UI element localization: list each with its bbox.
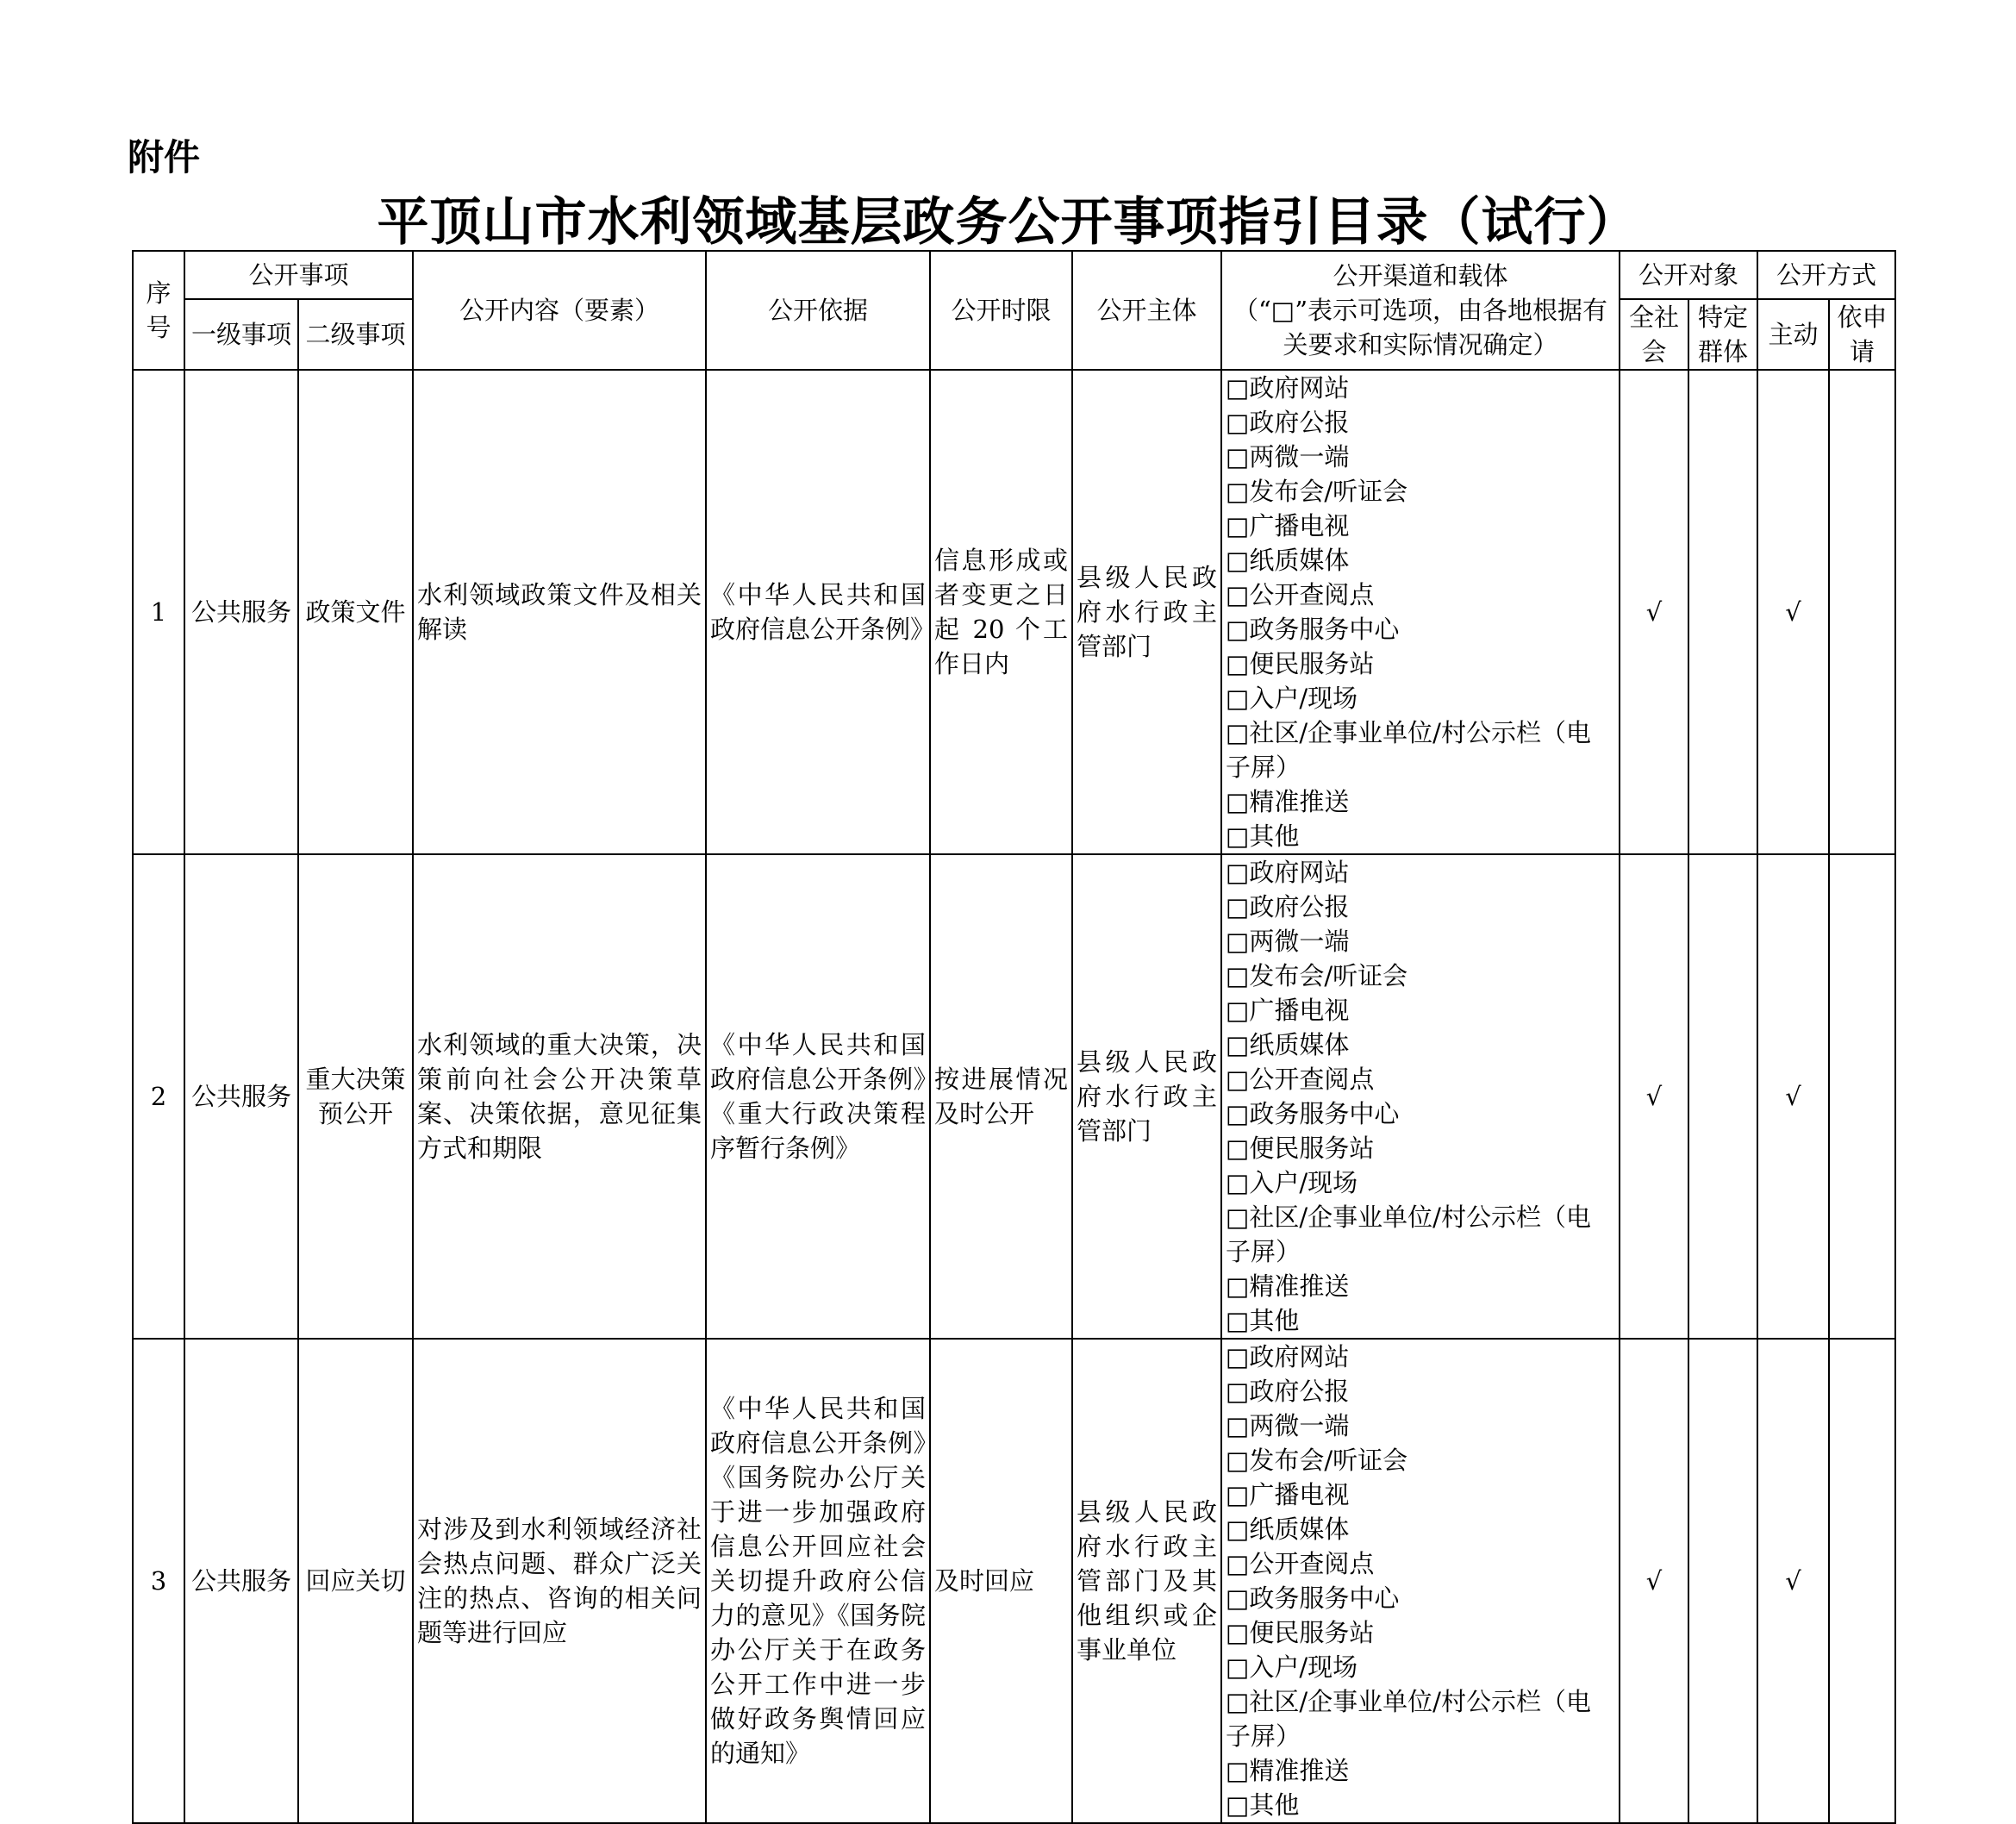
cell-audience-specific [1688,854,1757,1339]
cell-level2: 政策文件 [298,370,413,854]
channel-option: □发布会/听证会 [1226,1446,1408,1475]
header-channel-note: （“□”表示可选项，由各地根据有关要求和实际情况确定） [1233,296,1608,359]
cell-subject: 县级人民政府水行政主管部门 [1072,370,1221,854]
header-method-request: 依申请 [1829,299,1895,370]
channel-option: □政务服务中心 [1226,615,1400,644]
cell-method-active: √ [1757,1339,1829,1823]
channel-option: □纸质媒体 [1226,546,1350,575]
cell-basis: 《中华人民共和国政府信息公开条例》 [706,370,930,854]
channel-option: □发布会/听证会 [1226,961,1408,990]
header-audience-all: 全社会 [1620,299,1688,370]
channel-option: □政府网站 [1226,373,1350,403]
channel-option: □其他 [1226,1790,1300,1820]
cell-level1: 公共服务 [184,854,298,1339]
cell-method-active: √ [1757,370,1829,854]
channel-option: □精准推送 [1226,1756,1350,1785]
channel-option: □政府公报 [1226,408,1350,437]
table-row [133,854,1895,1339]
channel-option: □社区/企事业单位/村公示栏（电子屏） [1226,1687,1591,1751]
header-channel-title: 公开渠道和载体 [1333,261,1508,290]
cell-level1: 公共服务 [184,370,298,854]
table-row [133,1339,1895,1823]
cell-basis: 《中华人民共和国政府信息公开条例》《重大行政决策程序暂行条例》 [706,854,930,1339]
cell-channels [1221,1339,1620,1823]
cell-content: 对涉及到水利领域经济社会热点问题、群众广泛关注的热点、咨询的相关问题等进行回应 [413,1339,706,1823]
header-channel [1221,251,1620,370]
cell-method-request [1829,854,1895,1339]
channel-option: □公开查阅点 [1226,1065,1375,1094]
channel-option: □政务服务中心 [1226,1099,1400,1128]
cell-subject: 县级人民政府水行政主管部门 [1072,854,1221,1339]
channel-option: □其他 [1226,821,1300,851]
header-basis: 公开依据 [706,251,930,370]
channel-option: □两微一端 [1226,442,1350,472]
catalog-table [132,250,1896,1824]
cell-level2: 回应关切 [298,1339,413,1823]
cell-channels [1221,370,1620,854]
cell-audience-all: √ [1620,370,1688,854]
header-method-active: 主动 [1757,299,1829,370]
header-item-group: 公开事项 [184,251,413,299]
channel-option: □纸质媒体 [1226,1515,1350,1544]
cell-time-limit: 及时回应 [930,1339,1072,1823]
channel-option: □纸质媒体 [1226,1030,1350,1059]
header-audience-specific: 特定群体 [1688,299,1757,370]
cell-seq: 1 [133,370,184,854]
channel-option: □政府网站 [1226,1342,1350,1371]
cell-time-limit: 按进展情况及时公开 [930,854,1072,1339]
cell-audience-all: √ [1620,1339,1688,1823]
channel-option: □社区/企事业单位/村公示栏（电子屏） [1226,1202,1591,1266]
cell-level1: 公共服务 [184,1339,298,1823]
channel-option: □广播电视 [1226,1480,1350,1509]
cell-seq: 3 [133,1339,184,1823]
channel-option: □政府公报 [1226,1377,1350,1406]
channel-option: □社区/企事业单位/村公示栏（电子屏） [1226,718,1591,782]
cell-method-request [1829,370,1895,854]
cell-basis: 《中华人民共和国政府信息公开条例》《国务院办公厅关于进一步加强政府信息公开回应社会关切提升政府公信力的意见》《国务院办公厅关于在政务公开工作中进一步做好政务舆情回应的通知》 [706,1339,930,1823]
cell-content: 水利领域政策文件及相关解读 [413,370,706,854]
channel-option: □政府网站 [1226,858,1350,887]
header-audience: 公开对象 [1620,251,1757,299]
channel-option: □其他 [1226,1306,1300,1335]
cell-audience-all: √ [1620,854,1688,1339]
channel-option: □入户/现场 [1226,1168,1358,1197]
channel-option: □两微一端 [1226,1411,1350,1440]
cell-content: 水利领域的重大决策，决策前向社会公开决策草案、决策依据，意见征集方式和期限 [413,854,706,1339]
cell-method-request [1829,1339,1895,1823]
cell-channels [1221,854,1620,1339]
channel-option: □便民服务站 [1226,1618,1375,1647]
channel-option: □广播电视 [1226,996,1350,1025]
attachment-label: 附件 [128,136,201,178]
channel-option: □公开查阅点 [1226,580,1375,609]
channel-option: □广播电视 [1226,511,1350,540]
header-level1: 一级事项 [184,299,298,370]
table-row [133,370,1895,854]
cell-seq: 2 [133,854,184,1339]
cell-level2: 重大决策预公开 [298,854,413,1339]
header-content: 公开内容（要素） [413,251,706,370]
page-title: 平顶山市水利领域基层政务公开事项指引目录（试行） [377,192,1639,253]
channel-option: □发布会/听证会 [1226,477,1408,506]
cell-audience-specific [1688,1339,1757,1823]
channel-option: □政府公报 [1226,892,1350,921]
header-method: 公开方式 [1757,251,1895,299]
channel-option: □便民服务站 [1226,649,1375,678]
channel-option: □精准推送 [1226,787,1350,816]
channel-option: □公开查阅点 [1226,1549,1375,1578]
header-seq: 序号 [133,251,184,370]
channel-option: □入户/现场 [1226,1652,1358,1682]
channel-option: □政务服务中心 [1226,1584,1400,1613]
cell-time-limit: 信息形成或者变更之日起 20 个工作日内 [930,370,1072,854]
header-level2: 二级事项 [298,299,413,370]
cell-method-active: √ [1757,854,1829,1339]
channel-option: □入户/现场 [1226,684,1358,713]
channel-option: □精准推送 [1226,1271,1350,1301]
channel-option: □两微一端 [1226,927,1350,956]
channel-option: □便民服务站 [1226,1134,1375,1163]
header-time-limit: 公开时限 [930,251,1072,370]
cell-subject: 县级人民政府水行政主管部门及其他组织或企事业单位 [1072,1339,1221,1823]
header-subject: 公开主体 [1072,251,1221,370]
cell-audience-specific [1688,370,1757,854]
